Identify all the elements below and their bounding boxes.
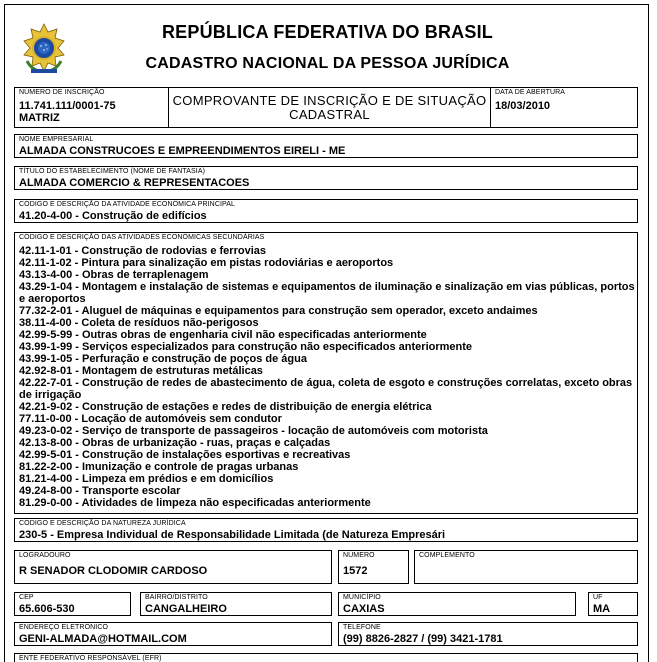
activity-item: 43.99-1-99 - Serviços especializados para construção não especificados anteriormente — [19, 341, 473, 353]
cep-label: CEP — [19, 594, 34, 601]
numero-label: NÚMERO — [343, 552, 375, 559]
uf-label: UF — [593, 594, 603, 601]
natureza-juridica-value: 230-5 - Empresa Individual de Responsabilidade Limitada (de Natureza Empresári — [19, 529, 446, 541]
natureza-juridica-box — [14, 518, 638, 542]
activity-item: 43.29-1-04 - Montagem e instalação de sistemas e equipamentos de iluminação e sinalização em vias públicas, portos e aeroportos — [19, 281, 635, 305]
numero-value: 1572 — [343, 565, 368, 577]
document-title-line1: COMPROVANTE DE INSCRIÇÃO E DE SITUAÇÃO — [172, 93, 487, 108]
activity-item: 77.32-2-01 - Aluguel de máquinas e equipamentos para construção sem operador, exceto andaimes — [19, 305, 538, 317]
activity-item: 81.21-4-00 - Limpeza em prédios e em domicílios — [19, 473, 274, 485]
activity-item: 43.13-4-00 - Obras de terraplenagem — [19, 269, 209, 281]
atividade-principal-label: CÓDIGO E DESCRIÇÃO DA ATIVIDADE ECONÔMICA PRINCIPAL — [19, 201, 236, 208]
activity-item: 42.11-1-01 - Construção de rodovias e ferrovias — [19, 245, 266, 257]
municipio-box — [338, 592, 576, 616]
nome-empresarial-value: ALMADA CONSTRUCOES E EMPREENDIMENTOS EIRELI - ME — [19, 145, 346, 157]
fantasia-value: ALMADA COMERCIO & REPRESENTACOES — [19, 177, 250, 189]
activity-item: 42.11-1-02 - Pintura para sinalização em pistas rodoviárias e aeroportos — [19, 257, 394, 269]
atividades-secundarias-list — [19, 245, 639, 509]
telefone-box — [338, 622, 638, 646]
activity-item: 81.22-2-00 - Imunização e controle de pragas urbanas — [19, 461, 299, 473]
cep-value: 65.606-530 — [19, 603, 75, 615]
nome-empresarial-label: NOME EMPRESARIAL — [19, 136, 94, 143]
efr-label: ENTE FEDERATIVO RESPONSÁVEL (EFR) — [19, 655, 162, 662]
document-title-line2: CADASTRAL — [289, 107, 370, 122]
atividade-principal-box — [14, 199, 638, 223]
activity-item: 43.99-1-05 - Perfuração e construção de poços de água — [19, 353, 307, 365]
page-subtitle: CADASTRO NACIONAL DA PESSOA JURÍDICA — [145, 55, 510, 72]
complemento-box — [414, 550, 638, 584]
cnpj-certificate — [4, 4, 649, 662]
cep-box — [14, 592, 131, 616]
logradouro-value: R SENADOR CLODOMIR CARDOSO — [19, 565, 208, 577]
activity-item: 42.99-5-01 - Construção de instalações esportivas e recreativas — [19, 449, 351, 461]
bairro-value: CANGALHEIRO — [145, 603, 227, 615]
telefone-label: TELEFONE — [343, 624, 381, 631]
abertura-box — [490, 87, 638, 128]
email-value: GENI-ALMADA@HOTMAIL.COM — [19, 633, 187, 645]
inscricao-label: NÚMERO DE INSCRIÇÃO — [19, 89, 105, 96]
activity-item: 49.24-8-00 - Transporte escolar — [19, 485, 181, 497]
numero-box — [338, 550, 409, 584]
natureza-juridica-label: CÓDIGO E DESCRIÇÃO DA NATUREZA JURÍDICA — [19, 520, 186, 527]
activity-item: 42.99-5-99 - Outras obras de engenharia civil não especificadas anteriormente — [19, 329, 427, 341]
uf-value: MA — [593, 603, 611, 615]
fantasia-label: TÍTULO DO ESTABELECIMENTO (NOME DE FANTASIA) — [19, 168, 206, 175]
atividades-secundarias-label: CÓDIGO E DESCRIÇÃO DAS ATIVIDADES ECONÔMICAS SECUNDÁRIAS — [19, 234, 265, 241]
activity-item: 81.29-0-00 - Atividades de limpeza não especificadas anteriormente — [19, 497, 371, 509]
email-box — [14, 622, 332, 646]
activity-item: 42.21-9-02 - Construção de estações e redes de distribuição de energia elétrica — [19, 401, 432, 413]
uf-box — [588, 592, 638, 616]
fantasia-box — [14, 166, 638, 190]
document-title — [169, 94, 490, 122]
page-title: REPÚBLICA FEDERATIVA DO BRASIL — [161, 22, 493, 42]
activity-item: 38.11-4-00 - Coleta de resíduos não-perigosos — [19, 317, 259, 329]
activity-item: 42.22-7-01 - Construção de redes de abastecimento de água, coleta de esgoto e construções correlatas, exceto obras de irrigação — [19, 377, 633, 401]
efr-box — [14, 653, 638, 662]
activity-item: 49.23-0-02 - Serviço de transporte de passageiros - locação de automóveis com motorista — [19, 425, 488, 437]
logradouro-box — [14, 550, 332, 584]
abertura-label: DATA DE ABERTURA — [495, 89, 566, 96]
inscricao-type: MATRIZ — [19, 112, 60, 124]
municipio-label: MUNICÍPIO — [343, 594, 381, 601]
activity-item: 77.11-0-00 - Locação de automóveis sem condutor — [19, 413, 282, 425]
logradouro-label: LOGRADOURO — [19, 552, 71, 559]
atividades-secundarias-box — [14, 232, 638, 514]
complemento-label: COMPLEMENTO — [419, 552, 475, 559]
document-title-box — [168, 87, 491, 128]
municipio-value: CAXIAS — [343, 603, 385, 615]
activity-item: 42.13-8-00 - Obras de urbanização - ruas, praças e calçadas — [19, 437, 331, 449]
bairro-label: BAIRRO/DISTRITO — [145, 594, 208, 601]
bairro-box — [140, 592, 332, 616]
telefone-value: (99) 8826-2827 / (99) 3421-1781 — [343, 633, 503, 645]
email-label: ENDEREÇO ELETRÔNICO — [19, 624, 109, 631]
atividade-principal-value: 41.20-4-00 - Construção de edifícios — [19, 210, 207, 222]
nome-empresarial-box — [14, 134, 638, 158]
inscricao-box — [14, 87, 169, 128]
activity-item: 42.92-8-01 - Montagem de estruturas metálicas — [19, 365, 263, 377]
abertura-value: 18/03/2010 — [495, 100, 551, 112]
inscricao-number: 11.741.111/0001-75 — [19, 100, 116, 112]
